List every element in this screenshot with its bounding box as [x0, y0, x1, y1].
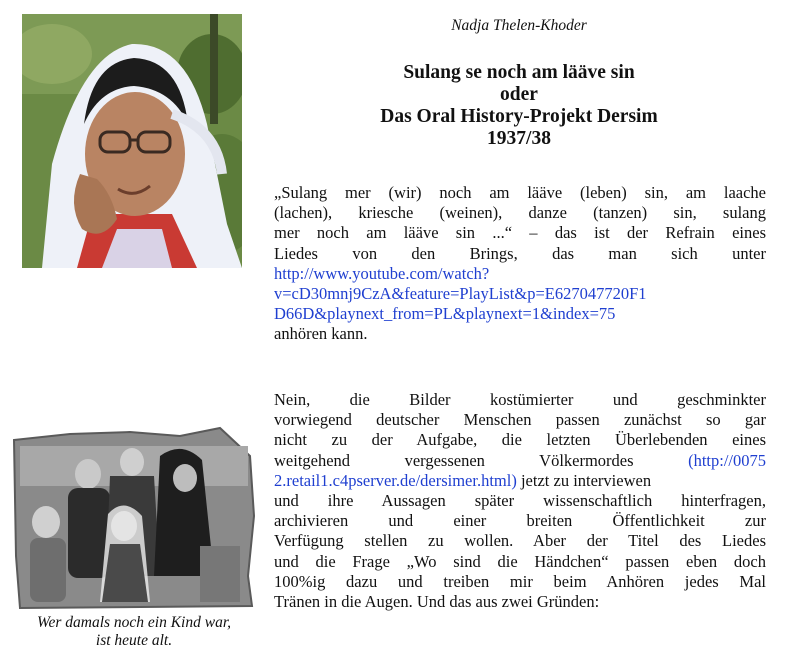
photo-caption	[14, 614, 254, 650]
text-line: Tränen in die Augen. Und das aus zwei Gründen:	[274, 591, 600, 611]
text-line: und die Frage „Wo sind die Händchen“ passen eben doch	[274, 551, 766, 571]
text-line: Liedes von den Brings, das man sich unter	[274, 243, 766, 263]
title-line: Das Oral History-Projekt Dersim	[380, 106, 658, 127]
family-image	[10, 426, 256, 610]
article-title	[274, 62, 764, 150]
text-line: archivieren und einer breiten Öffentlichkeit zur	[274, 511, 766, 531]
title-line: oder	[500, 84, 538, 105]
dersimer-link-end[interactable]: 2.retail1.c4pserver.de/dersimer.html)	[274, 470, 517, 490]
text-segment: jetzt zu interviewen	[516, 470, 652, 490]
text-line-mixed	[274, 451, 766, 471]
text-line: vorwiegend deutscher Menschen passen zunächst so gar	[274, 410, 766, 430]
caption-line: Wer damals noch ein Kind war,	[36, 614, 232, 631]
text-line-mixed	[274, 471, 766, 491]
youtube-link-line[interactable]: v=cD30mnj9CzA&feature=PlayList&p=E627047720F1	[274, 283, 647, 303]
text-line: 100%ig dazu und treiben mir beim Anhören jedes Mal	[274, 571, 766, 591]
text-line: nicht zu der Aufgabe, die letzten Überlebenden eines	[274, 430, 766, 450]
title-line: Sulang se noch am lääve sin	[403, 62, 635, 83]
youtube-link-line[interactable]: D66D&playnext_from=PL&playnext=1&index=75	[274, 304, 616, 324]
text-line: anhören kann.	[274, 324, 368, 344]
author-name: Nadja Thelen-Khoder	[451, 17, 587, 34]
caption-line: ist heute alt.	[95, 632, 173, 649]
youtube-link-line[interactable]: http://www.youtube.com/watch?	[274, 263, 490, 283]
text-line: „Sulang mer (wir) noch am lääve (leben) sin, am laache	[274, 183, 766, 202]
text-line: Verfügung stellen zu wollen. Aber der Titel des Liedes	[274, 531, 766, 551]
portrait-image	[22, 14, 242, 268]
text-line: Nein, die Bilder kostümierter und geschminkter	[274, 390, 766, 409]
text-line: (lachen), kriesche (weinen), danze (tanzen) sin, sulang	[274, 203, 766, 223]
paragraph-2	[274, 390, 766, 612]
family-photo	[10, 426, 256, 610]
title-line: 1937/38	[487, 128, 551, 149]
text-line: mer noch am lääve sin ...“ – das ist der Refrain eines	[274, 223, 766, 243]
paragraph-1	[274, 183, 766, 345]
dersimer-link-start[interactable]: (http://0075	[688, 450, 766, 470]
text-segment: weitgehend vergessenen Völkermordes	[274, 450, 634, 470]
portrait-photo	[22, 14, 242, 268]
text-line: und ihre Aussagen später wissenschaftlich hinterfragen,	[274, 490, 766, 510]
